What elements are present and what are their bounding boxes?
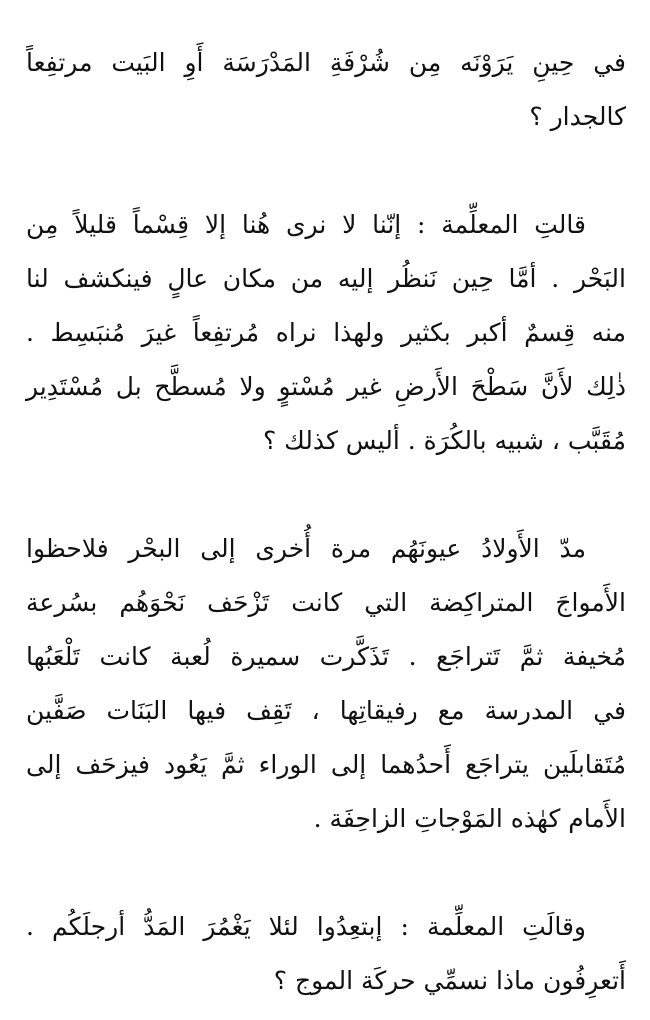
text-line: في المدرسة مع رفيقاتِها ، تَقِف فيها البَنَات صَفَّين [26,696,626,725]
text-line: الأَمام كهٰذه المَوْجاتِ الزاحِفَة . [313,804,626,833]
text-line: كالجدار ؟ [529,102,626,131]
text-line: مُخيفة ثمَّ تَتراجَع . تَذَكَّرت سميرة لُعبة كانت تَلْعَبُها [26,642,626,671]
paragraph [26,534,626,858]
text-line: ذٰلِك لأَنَّ سَطْحَ الأَرضِ غير مُسْتوٍ ولا مُسطَّح بل مُسْتَدِير [26,372,626,401]
text-line: الأَمواجَ المتراكِضة التي كانت تَزْحَف نَحْوَهُم بسُرعة [26,588,626,617]
text-line: قالتِ المعلِّمة : إنّنا لا نرى هُنا إلا قِسْماً قليلاً مِن [26,210,586,239]
paragraph [26,210,626,480]
paragraph-gap [26,858,626,912]
paragraph [26,48,626,156]
page-text [26,48,626,1020]
text-line: مدّ الأَولادُ عيونَهُم مرة أُخرى إلى البحْر فلاحظوا [26,534,586,563]
text-line: البَحْر . أمَّا حِين نَنظُر إليه من مكان عالٍ فينكشف لنا [26,264,626,293]
paragraph-gap [26,156,626,210]
paragraph-gap [26,480,626,534]
text-line: وقالَتِ المعلِّمة : إبتعِدُوا لئلا يَغْمُرَ المَدُّ أرجلَكُم . [26,912,586,941]
text-line: أَتعرِفُون ماذا نسمِّي حركَة الموج ؟ [273,966,626,995]
paragraph [26,912,626,1020]
text-line: مُقَبَّب ، شبيه بالكُرَة . أليس كذلك ؟ [262,426,626,455]
text-line: مُتَقابلَين يتراجَع أَحدُهما إلى الوراء ثمَّ يَعُود فيزحَف إلى [26,750,626,779]
text-line: منه قِسمٌ أكبر بكثير ولهذا نراه مُرتفِعاً غيرَ مُنبَسِط . [26,318,626,347]
text-line: في حِينِ يَرَوْنَه مِن شُرْفَةِ المَدْرَسَة أَوِ البَيت مرتفِعاً [26,48,626,77]
